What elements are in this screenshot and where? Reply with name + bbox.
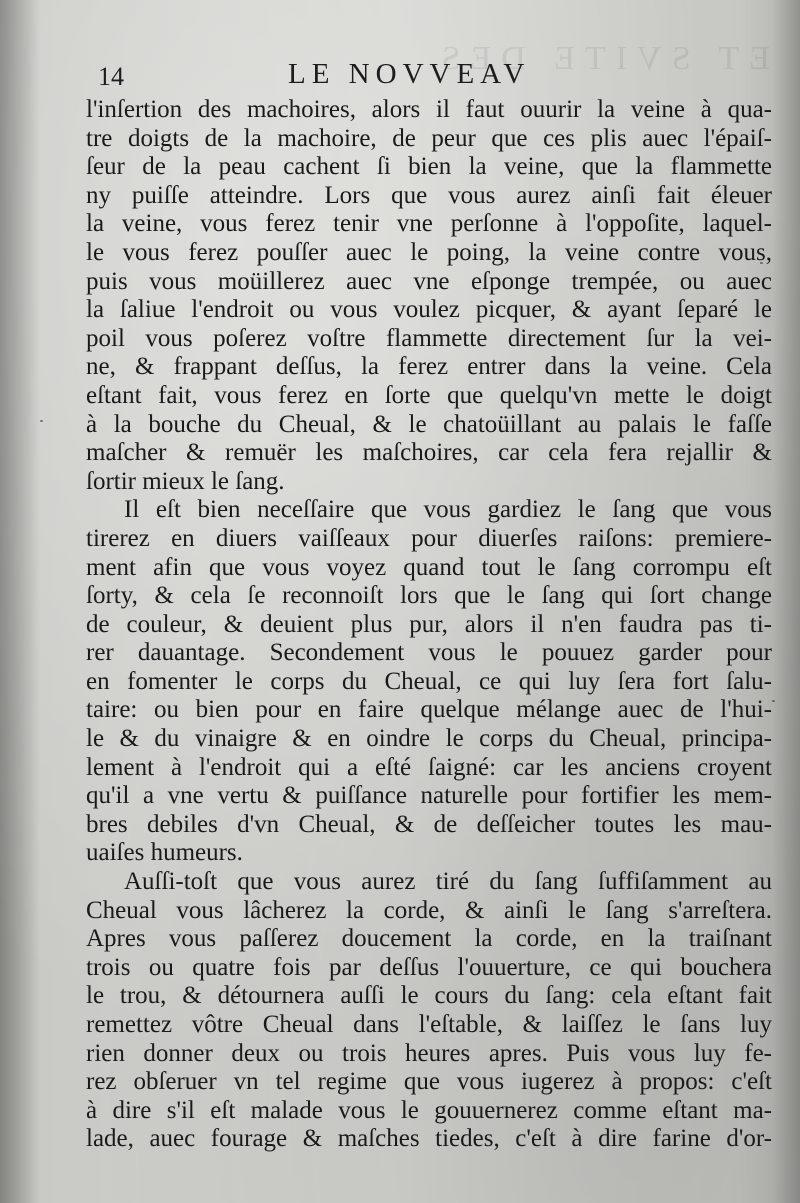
- text-line: Auſſi-toſt que vous aurez tiré du ſang ſuffiſamment au: [124, 868, 772, 896]
- body-text: [86, 96, 772, 1154]
- text-line: tre doigts de la machoire, de peur que ces plis auec l'épaiſ-: [86, 124, 772, 152]
- text-line: maſcher & remuër les maſchoires, car cela fera rejallir &: [86, 439, 772, 467]
- text-line: poil vous poſerez voſtre flammette directement ſur la vei-: [86, 324, 772, 352]
- paper-speck: [772, 700, 775, 702]
- text-line: eſtant fait, vous ferez en ſorte que quelqu'vn mette le doigt: [86, 381, 772, 409]
- running-head: LE NOVVEAV: [288, 58, 531, 90]
- page-number: 14: [98, 62, 124, 91]
- page-header: [98, 58, 730, 98]
- text-line: la ſaliue l'endroit ou vous voulez picquer, & ayant ſeparé le: [86, 296, 772, 324]
- text-line: tirerez en diuers vaiſſeaux pour diuerſes raiſons: premiere-: [86, 524, 772, 552]
- text-line: rien donner deux ou trois heures apres. Puis vous luy fe-: [86, 1039, 772, 1067]
- text-line: lement à l'endroit qui a eſté ſaigné: car les anciens croyent: [86, 753, 772, 781]
- text-line: ſeur de la peau cachent ſi bien la veine, que la flammette: [86, 153, 772, 181]
- text-line: bres debiles d'vn Cheual, & de deſſeicher toutes les mau-: [86, 810, 772, 838]
- text-line: uaiſes humeurs.: [86, 839, 243, 867]
- text-line: le vous ferez pouſſer auec le poing, la veine contre vous,: [86, 238, 772, 266]
- gutter-shadow: [0, 0, 40, 1203]
- text-line: la veine, vous ferez tenir vne perſonne à l'oppoſite, laquel-: [86, 210, 772, 238]
- text-line: Apres vous paſſerez doucement la corde, en la traiſnant: [86, 925, 772, 953]
- text-line: ſortir mieux le ſang.: [86, 467, 285, 495]
- paper-speck: [40, 420, 43, 422]
- text-line: trois ou quatre fois par deſſus l'ouuerture, ce qui bouchera: [86, 953, 772, 981]
- page-edge-shadow: [772, 0, 800, 1203]
- text-line: remettez vôtre Cheual dans l'eſtable, & laiſſez le ſans luy: [86, 1011, 772, 1038]
- text-line: à la bouche du Cheual, & le chatoüillant au palais le faſſe: [86, 410, 772, 438]
- paper-speck: [760, 262, 763, 264]
- text-line: ment afin que vous voyez quand tout le ſang corrompu eſt: [86, 553, 772, 581]
- text-line: taire: ou bien pour en faire quelque mélange auec de l'hui-: [86, 696, 772, 724]
- text-line: ny puiſſe atteindre. Lors que vous aurez ainſi fait éleuer: [86, 181, 772, 209]
- text-line: ne, & frappant deſſus, la ferez entrer dans la veine. Cela: [86, 353, 772, 381]
- text-line: le trou, & détournera auſſi le cours du ſang: cela eſtant fait: [86, 982, 772, 1010]
- text-line: puis vous moüillerez auec vne eſponge trempée, ou auec: [86, 267, 772, 295]
- text-line: en fomenter le corps du Cheual, ce qui luy ſera fort ſalu-: [86, 667, 772, 695]
- text-line: l'inſertion des machoires, alors il faut ouurir la veine à qua-: [86, 96, 772, 123]
- text-line: Cheual vous lâcherez la corde, & ainſi le ſang s'arreſtera.: [86, 896, 772, 924]
- text-line: lade, auec fourage & maſches tiedes, c'eſt à dire farine d'or-: [86, 1125, 772, 1153]
- text-line: rez obſeruer vn tel regime que vous iugerez à propos: c'eſt: [86, 1068, 772, 1096]
- text-line: Il eſt bien neceſſaire que vous gardiez le ſang que vous: [124, 496, 772, 524]
- text-line: le & du vinaigre & en oindre le corps du Cheual, principa-: [86, 725, 772, 753]
- bleed-through-text: ET SVITE DES: [431, 40, 770, 77]
- text-line: à dire s'il eſt malade vous le gouuernerez comme eſtant ma-: [86, 1096, 772, 1124]
- text-line: de couleur, & deuient plus pur, alors il n'en faudra pas ti-: [86, 610, 772, 638]
- text-line: rer dauantage. Secondement vous le pouuez garder pour: [86, 639, 772, 667]
- text-line: ſorty, & cela ſe reconnoiſt lors que le ſang qui ſort change: [86, 582, 772, 610]
- text-line: qu'il a vne vertu & puiſſance naturelle pour fortifier les mem-: [86, 782, 772, 810]
